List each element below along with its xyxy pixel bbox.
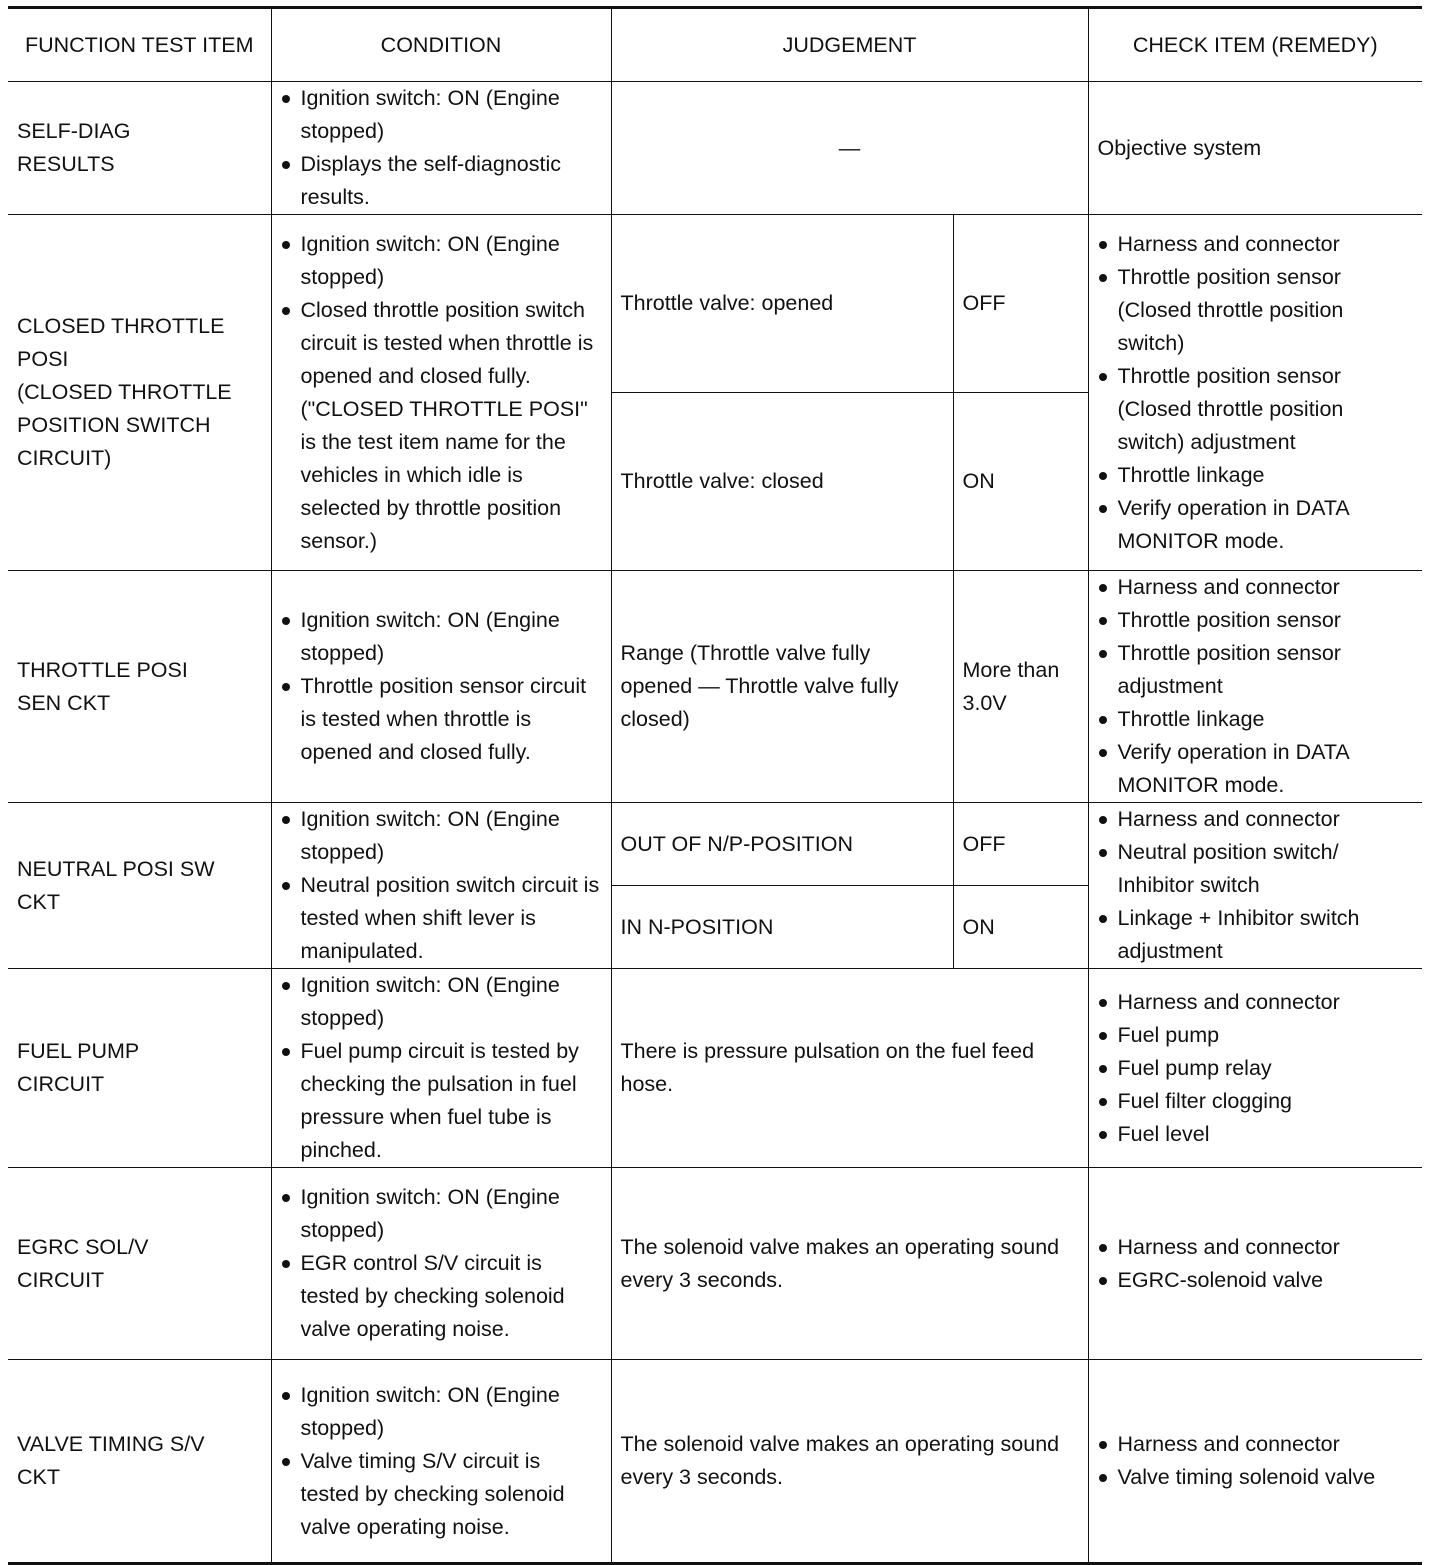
condition-bullet: Throttle position sensor circuit is tested when throttle is opened and closed fully. bbox=[281, 670, 602, 769]
item-line: VALVE TIMING S/V bbox=[17, 1432, 205, 1456]
judgement-cell: The solenoid valve makes an operating sound every 3 seconds. bbox=[611, 1168, 1088, 1360]
condition-cell bbox=[271, 571, 611, 803]
function-test-table bbox=[8, 6, 1422, 1565]
check-bullet: Harness and connector bbox=[1098, 803, 1414, 836]
item-line: CIRCUIT bbox=[17, 1267, 105, 1292]
condition-bullet: Fuel pump circuit is tested by checking the pulsation in fuel pressure when fuel tube is pinched. bbox=[281, 1035, 602, 1167]
check-cell bbox=[1088, 1168, 1422, 1360]
item-line: RESULTS bbox=[17, 152, 115, 176]
check-bullet: Throttle position sensor (Closed throttle position switch) adjustment bbox=[1098, 360, 1414, 459]
item-line: FUEL PUMP bbox=[17, 1039, 140, 1063]
condition-bullet: Neutral position switch circuit is tested when shift lever is manipulated. bbox=[281, 869, 602, 968]
judgement-cell: There is pressure pulsation on the fuel feed hose. bbox=[611, 969, 1088, 1168]
check-cell bbox=[1088, 215, 1422, 571]
condition-bullet: Ignition switch: ON (Engine stopped) bbox=[281, 604, 602, 670]
item-cell bbox=[8, 215, 271, 571]
check-bullet: Harness and connector bbox=[1098, 571, 1414, 604]
judgement-state: Throttle valve: closed bbox=[611, 393, 953, 571]
condition-cell bbox=[271, 969, 611, 1168]
check-bullet: Harness and connector bbox=[1098, 228, 1414, 261]
item-line: CIRCUIT bbox=[17, 1072, 105, 1096]
header-check-item: CHECK ITEM (REMEDY) bbox=[1088, 8, 1422, 82]
check-bullet: Harness and connector bbox=[1098, 1428, 1414, 1461]
item-line: EGRC SOL/V bbox=[17, 1234, 149, 1259]
condition-bullet: Displays the self-diagnostic results. bbox=[281, 148, 602, 214]
table-row bbox=[8, 803, 1422, 886]
condition-bullet: EGR control S/V circuit is tested by checking solenoid valve operating noise. bbox=[281, 1247, 602, 1346]
table-row bbox=[8, 969, 1422, 1168]
judgement-value: OFF bbox=[953, 803, 1088, 886]
judgement-value: OFF bbox=[953, 215, 1088, 393]
table-row bbox=[8, 215, 1422, 393]
judgement-state: Range (Throttle valve fully opened — Throttle valve fully closed) bbox=[611, 571, 953, 803]
judgement-state: IN N-POSITION bbox=[611, 886, 953, 969]
item-cell bbox=[8, 1168, 271, 1360]
check-bullet: Throttle linkage bbox=[1098, 459, 1414, 492]
judgement-cell: The solenoid valve makes an operating sound every 3 seconds. bbox=[611, 1360, 1088, 1564]
check-cell bbox=[1088, 803, 1422, 969]
check-bullet: Harness and connector bbox=[1098, 986, 1414, 1019]
judgement-value: ON bbox=[953, 886, 1088, 969]
condition-bullet: Ignition switch: ON (Engine stopped) bbox=[281, 1379, 602, 1445]
judgement-state: OUT OF N/P-POSITION bbox=[611, 803, 953, 886]
condition-bullet: Valve timing S/V circuit is tested by checking solenoid valve operating noise. bbox=[281, 1445, 602, 1544]
item-line: NEUTRAL POSI SW bbox=[17, 856, 215, 881]
item-line: CIRCUIT) bbox=[17, 446, 112, 470]
check-bullet: Throttle position sensor (Closed throttle position switch) bbox=[1098, 261, 1414, 360]
item-line: POSI bbox=[17, 347, 69, 371]
check-bullet: Throttle position sensor bbox=[1098, 604, 1414, 637]
item-cell bbox=[8, 82, 271, 215]
check-cell bbox=[1088, 1360, 1422, 1564]
item-cell bbox=[8, 803, 271, 969]
header-row bbox=[8, 8, 1422, 82]
table-row bbox=[8, 571, 1422, 803]
function-test-page bbox=[8, 6, 1422, 1565]
header-function-test-item: FUNCTION TEST ITEM bbox=[8, 8, 271, 82]
condition-cell bbox=[271, 1168, 611, 1360]
condition-bullet: Ignition switch: ON (Engine stopped) bbox=[281, 82, 602, 148]
condition-bullet: Ignition switch: ON (Engine stopped) bbox=[281, 803, 602, 869]
check-bullet: Fuel level bbox=[1098, 1118, 1414, 1151]
check-bullet: Verify operation in DATA MONITOR mode. bbox=[1098, 492, 1414, 558]
condition-cell bbox=[271, 803, 611, 969]
item-line: THROTTLE POSI bbox=[17, 657, 188, 682]
item-line: CKT bbox=[17, 889, 60, 914]
check-bullet: Harness and connector bbox=[1098, 1231, 1414, 1264]
check-cell bbox=[1088, 969, 1422, 1168]
check-bullet: Linkage + Inhibitor switch adjustment bbox=[1098, 902, 1414, 968]
table-row bbox=[8, 1168, 1422, 1360]
check-bullet: EGRC-solenoid valve bbox=[1098, 1264, 1414, 1297]
judgement-cell: — bbox=[611, 82, 1088, 215]
condition-bullet: Ignition switch: ON (Engine stopped) bbox=[281, 969, 602, 1035]
item-line: CKT bbox=[17, 1465, 60, 1489]
judgement-state: Throttle valve: opened bbox=[611, 215, 953, 393]
table-row bbox=[8, 1360, 1422, 1564]
check-bullet: Fuel pump bbox=[1098, 1019, 1414, 1052]
check-bullet: Throttle linkage bbox=[1098, 703, 1414, 736]
check-bullet: Fuel filter clogging bbox=[1098, 1085, 1414, 1118]
table-row bbox=[8, 82, 1422, 215]
item-cell bbox=[8, 1360, 271, 1564]
check-cell: Objective system bbox=[1088, 82, 1422, 215]
item-line: SEN CKT bbox=[17, 690, 111, 715]
check-bullet: Fuel pump relay bbox=[1098, 1052, 1414, 1085]
condition-bullet: Ignition switch: ON (Engine stopped) bbox=[281, 228, 602, 294]
condition-cell bbox=[271, 1360, 611, 1564]
check-bullet: Throttle position sensor adjustment bbox=[1098, 637, 1414, 703]
item-line: (CLOSED THROTTLE bbox=[17, 380, 232, 404]
check-cell bbox=[1088, 571, 1422, 803]
condition-bullet: Closed throttle position switch circuit is tested when throttle is opened and closed fully. ("CLOSED THROTTLE POSI" is the test item name for the vehicles in which idle is selected by throttle position sensor.) bbox=[281, 294, 602, 558]
check-bullet: Verify operation in DATA MONITOR mode. bbox=[1098, 736, 1414, 802]
condition-cell bbox=[271, 215, 611, 571]
condition-bullet: Ignition switch: ON (Engine stopped) bbox=[281, 1181, 602, 1247]
condition-cell bbox=[271, 82, 611, 215]
item-cell bbox=[8, 969, 271, 1168]
item-line: CLOSED THROTTLE bbox=[17, 314, 225, 338]
judgement-value: ON bbox=[953, 393, 1088, 571]
item-cell bbox=[8, 571, 271, 803]
check-bullet: Neutral position switch/ Inhibitor switch bbox=[1098, 836, 1414, 902]
item-line: SELF-DIAG bbox=[17, 119, 131, 143]
judgement-value: More than 3.0V bbox=[953, 571, 1088, 803]
header-condition: CONDITION bbox=[271, 8, 611, 82]
check-bullet: Valve timing solenoid valve bbox=[1098, 1461, 1414, 1494]
item-line: POSITION SWITCH bbox=[17, 413, 211, 437]
header-judgement: JUDGEMENT bbox=[611, 8, 1088, 82]
